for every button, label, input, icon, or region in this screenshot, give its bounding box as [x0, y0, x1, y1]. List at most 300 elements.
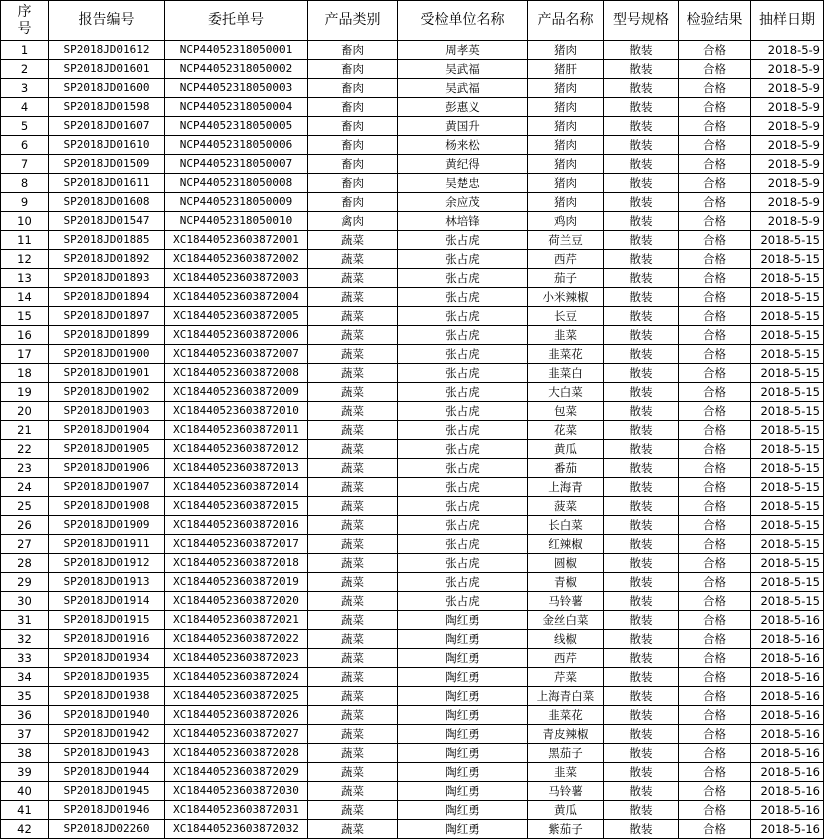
- cell-report-number: SP2018JD01942: [49, 725, 165, 744]
- cell-spec: 散装: [604, 649, 679, 668]
- cell-product-category: 畜肉: [308, 174, 398, 193]
- cell-product-category: 蔬菜: [308, 231, 398, 250]
- cell-spec: 散装: [604, 744, 679, 763]
- cell-inspected-unit: 陶红勇: [398, 744, 528, 763]
- table-row: [1, 820, 824, 839]
- cell-result: 合格: [679, 668, 751, 687]
- cell-product-category: 畜肉: [308, 41, 398, 60]
- header-sample-date: 抽样日期: [751, 1, 824, 41]
- cell-report-number: SP2018JD01916: [49, 630, 165, 649]
- cell-order-number: XC18440523603872001: [165, 231, 308, 250]
- table-row: [1, 117, 824, 136]
- cell-index: 3: [1, 79, 49, 98]
- cell-sample-date: 2018-5-16: [751, 668, 824, 687]
- cell-spec: 散装: [604, 592, 679, 611]
- cell-spec: 散装: [604, 174, 679, 193]
- cell-result: 合格: [679, 763, 751, 782]
- cell-report-number: SP2018JD01915: [49, 611, 165, 630]
- cell-order-number: XC18440523603872023: [165, 649, 308, 668]
- cell-report-number: SP2018JD01885: [49, 231, 165, 250]
- cell-inspected-unit: 张占虎: [398, 288, 528, 307]
- cell-result: 合格: [679, 326, 751, 345]
- cell-inspected-unit: 张占虎: [398, 326, 528, 345]
- cell-index: 17: [1, 345, 49, 364]
- cell-result: 合格: [679, 231, 751, 250]
- cell-index: 9: [1, 193, 49, 212]
- cell-result: 合格: [679, 212, 751, 231]
- cell-product-name: 鸡肉: [528, 212, 604, 231]
- cell-product-name: 长白菜: [528, 516, 604, 535]
- cell-product-name: 上海青白菜: [528, 687, 604, 706]
- cell-index: 27: [1, 535, 49, 554]
- cell-inspected-unit: 张占虎: [398, 421, 528, 440]
- header-index: [1, 1, 49, 41]
- cell-product-name: 金丝白菜: [528, 611, 604, 630]
- cell-order-number: XC18440523603872018: [165, 554, 308, 573]
- cell-report-number: SP2018JD01598: [49, 98, 165, 117]
- cell-sample-date: 2018-5-16: [751, 801, 824, 820]
- cell-report-number: SP2018JD01913: [49, 573, 165, 592]
- cell-inspected-unit: 张占虎: [398, 250, 528, 269]
- cell-product-category: 蔬菜: [308, 459, 398, 478]
- cell-report-number: SP2018JD01899: [49, 326, 165, 345]
- cell-result: 合格: [679, 383, 751, 402]
- cell-product-category: 蔬菜: [308, 345, 398, 364]
- cell-result: 合格: [679, 592, 751, 611]
- cell-product-name: 猪肉: [528, 193, 604, 212]
- table-row: [1, 421, 824, 440]
- cell-result: 合格: [679, 421, 751, 440]
- table-row: [1, 535, 824, 554]
- cell-result: 合格: [679, 364, 751, 383]
- cell-product-name: 青皮辣椒: [528, 725, 604, 744]
- table-row: [1, 231, 824, 250]
- cell-index: 19: [1, 383, 49, 402]
- cell-product-category: 畜肉: [308, 98, 398, 117]
- cell-result: 合格: [679, 630, 751, 649]
- cell-report-number: SP2018JD01610: [49, 136, 165, 155]
- cell-spec: 散装: [604, 573, 679, 592]
- cell-spec: 散装: [604, 155, 679, 174]
- table-row: [1, 573, 824, 592]
- cell-product-category: 蔬菜: [308, 516, 398, 535]
- cell-product-category: 蔬菜: [308, 421, 398, 440]
- cell-report-number: SP2018JD01903: [49, 402, 165, 421]
- cell-report-number: SP2018JD01938: [49, 687, 165, 706]
- cell-product-name: 茄子: [528, 269, 604, 288]
- cell-report-number: SP2018JD01945: [49, 782, 165, 801]
- cell-result: 合格: [679, 706, 751, 725]
- cell-report-number: SP2018JD01907: [49, 478, 165, 497]
- cell-product-name: 韭菜花: [528, 706, 604, 725]
- table-row: [1, 478, 824, 497]
- cell-index: 5: [1, 117, 49, 136]
- cell-product-category: 畜肉: [308, 155, 398, 174]
- cell-report-number: SP2018JD01946: [49, 801, 165, 820]
- cell-order-number: XC18440523603872003: [165, 269, 308, 288]
- cell-inspected-unit: 陶红勇: [398, 649, 528, 668]
- cell-result: 合格: [679, 155, 751, 174]
- cell-report-number: SP2018JD02260: [49, 820, 165, 839]
- cell-result: 合格: [679, 611, 751, 630]
- cell-product-category: 蔬菜: [308, 801, 398, 820]
- cell-result: 合格: [679, 136, 751, 155]
- cell-order-number: NCP44052318050007: [165, 155, 308, 174]
- cell-spec: 散装: [604, 212, 679, 231]
- cell-sample-date: 2018-5-15: [751, 364, 824, 383]
- cell-order-number: NCP44052318050001: [165, 41, 308, 60]
- cell-inspected-unit: 吴楚忠: [398, 174, 528, 193]
- cell-index: 21: [1, 421, 49, 440]
- table-row: [1, 383, 824, 402]
- table-row: [1, 98, 824, 117]
- cell-sample-date: 2018-5-16: [751, 763, 824, 782]
- table-row: [1, 155, 824, 174]
- cell-product-category: 蔬菜: [308, 478, 398, 497]
- cell-result: 合格: [679, 820, 751, 839]
- cell-report-number: SP2018JD01914: [49, 592, 165, 611]
- table-row: [1, 725, 824, 744]
- cell-spec: 散装: [604, 402, 679, 421]
- cell-report-number: SP2018JD01904: [49, 421, 165, 440]
- cell-product-name: 韭菜: [528, 326, 604, 345]
- cell-result: 合格: [679, 573, 751, 592]
- header-inspected-unit: 受检单位名称: [398, 1, 528, 41]
- cell-order-number: NCP44052318050002: [165, 60, 308, 79]
- cell-result: 合格: [679, 649, 751, 668]
- cell-report-number: SP2018JD01911: [49, 535, 165, 554]
- cell-product-name: 猪肉: [528, 174, 604, 193]
- cell-index: 35: [1, 687, 49, 706]
- cell-product-category: 畜肉: [308, 136, 398, 155]
- cell-index: 26: [1, 516, 49, 535]
- cell-sample-date: 2018-5-9: [751, 193, 824, 212]
- table-row: [1, 79, 824, 98]
- cell-sample-date: 2018-5-15: [751, 269, 824, 288]
- cell-index: 36: [1, 706, 49, 725]
- cell-product-category: 蔬菜: [308, 535, 398, 554]
- cell-product-category: 蔬菜: [308, 383, 398, 402]
- cell-spec: 散装: [604, 250, 679, 269]
- cell-inspected-unit: 陶红勇: [398, 668, 528, 687]
- cell-order-number: NCP44052318050009: [165, 193, 308, 212]
- table-row: [1, 649, 824, 668]
- cell-sample-date: 2018-5-15: [751, 250, 824, 269]
- cell-index: 16: [1, 326, 49, 345]
- cell-order-number: XC18440523603872028: [165, 744, 308, 763]
- table-row: [1, 611, 824, 630]
- table-row: [1, 250, 824, 269]
- cell-spec: 散装: [604, 326, 679, 345]
- cell-report-number: SP2018JD01612: [49, 41, 165, 60]
- cell-inspected-unit: 黄国升: [398, 117, 528, 136]
- header-spec: 型号规格: [604, 1, 679, 41]
- cell-sample-date: 2018-5-16: [751, 649, 824, 668]
- cell-sample-date: 2018-5-16: [751, 782, 824, 801]
- cell-spec: 散装: [604, 554, 679, 573]
- cell-order-number: XC18440523603872015: [165, 497, 308, 516]
- cell-report-number: SP2018JD01897: [49, 307, 165, 326]
- cell-index: 14: [1, 288, 49, 307]
- cell-product-name: 花菜: [528, 421, 604, 440]
- cell-product-name: 马铃薯: [528, 782, 604, 801]
- cell-sample-date: 2018-5-16: [751, 725, 824, 744]
- cell-spec: 散装: [604, 41, 679, 60]
- cell-inspected-unit: 陶红勇: [398, 630, 528, 649]
- cell-report-number: SP2018JD01893: [49, 269, 165, 288]
- cell-product-name: 荷兰豆: [528, 231, 604, 250]
- header-result: 检验结果: [679, 1, 751, 41]
- cell-inspected-unit: 陶红勇: [398, 763, 528, 782]
- cell-index: 6: [1, 136, 49, 155]
- cell-sample-date: 2018-5-15: [751, 231, 824, 250]
- cell-order-number: XC18440523603872021: [165, 611, 308, 630]
- cell-sample-date: 2018-5-16: [751, 820, 824, 839]
- cell-inspected-unit: 吴武福: [398, 60, 528, 79]
- cell-inspected-unit: 张占虎: [398, 573, 528, 592]
- cell-report-number: SP2018JD01608: [49, 193, 165, 212]
- cell-index: 39: [1, 763, 49, 782]
- cell-product-category: 畜肉: [308, 79, 398, 98]
- cell-result: 合格: [679, 497, 751, 516]
- table-row: [1, 554, 824, 573]
- cell-sample-date: 2018-5-15: [751, 516, 824, 535]
- cell-product-name: 大白菜: [528, 383, 604, 402]
- cell-product-name: 韭菜花: [528, 345, 604, 364]
- cell-report-number: SP2018JD01509: [49, 155, 165, 174]
- cell-order-number: XC18440523603872012: [165, 440, 308, 459]
- cell-order-number: NCP44052318050006: [165, 136, 308, 155]
- cell-product-category: 蔬菜: [308, 725, 398, 744]
- cell-product-category: 蔬菜: [308, 687, 398, 706]
- cell-result: 合格: [679, 687, 751, 706]
- table-row: [1, 212, 824, 231]
- cell-inspected-unit: 张占虎: [398, 516, 528, 535]
- table-row: [1, 364, 824, 383]
- cell-product-category: 蔬菜: [308, 288, 398, 307]
- cell-product-name: 圆椒: [528, 554, 604, 573]
- table-row: [1, 668, 824, 687]
- cell-inspected-unit: 彭惠义: [398, 98, 528, 117]
- cell-order-number: XC18440523603872029: [165, 763, 308, 782]
- cell-index: 38: [1, 744, 49, 763]
- table-row: [1, 269, 824, 288]
- cell-index: 20: [1, 402, 49, 421]
- cell-sample-date: 2018-5-9: [751, 60, 824, 79]
- header-index-label: 序 号: [17, 3, 32, 37]
- cell-report-number: SP2018JD01892: [49, 250, 165, 269]
- cell-inspected-unit: 张占虎: [398, 231, 528, 250]
- table-row: [1, 402, 824, 421]
- cell-sample-date: 2018-5-15: [751, 402, 824, 421]
- table-row: [1, 459, 824, 478]
- table-row: [1, 440, 824, 459]
- cell-index: 29: [1, 573, 49, 592]
- cell-spec: 散装: [604, 193, 679, 212]
- cell-order-number: NCP44052318050005: [165, 117, 308, 136]
- cell-inspected-unit: 张占虎: [398, 459, 528, 478]
- cell-inspected-unit: 陶红勇: [398, 706, 528, 725]
- cell-product-name: 韭菜白: [528, 364, 604, 383]
- cell-product-name: 包菜: [528, 402, 604, 421]
- cell-sample-date: 2018-5-16: [751, 744, 824, 763]
- cell-result: 合格: [679, 459, 751, 478]
- table-row: [1, 516, 824, 535]
- cell-sample-date: 2018-5-15: [751, 592, 824, 611]
- cell-result: 合格: [679, 516, 751, 535]
- cell-product-name: 红辣椒: [528, 535, 604, 554]
- cell-index: 22: [1, 440, 49, 459]
- table-row: [1, 744, 824, 763]
- cell-report-number: SP2018JD01943: [49, 744, 165, 763]
- cell-product-category: 蔬菜: [308, 668, 398, 687]
- cell-report-number: SP2018JD01906: [49, 459, 165, 478]
- cell-spec: 散装: [604, 535, 679, 554]
- cell-sample-date: 2018-5-15: [751, 288, 824, 307]
- cell-report-number: SP2018JD01607: [49, 117, 165, 136]
- cell-inspected-unit: 黄纪得: [398, 155, 528, 174]
- cell-product-category: 蔬菜: [308, 269, 398, 288]
- cell-order-number: XC18440523603872007: [165, 345, 308, 364]
- cell-product-name: 小米辣椒: [528, 288, 604, 307]
- table-row: [1, 497, 824, 516]
- cell-spec: 散装: [604, 630, 679, 649]
- cell-inspected-unit: 陶红勇: [398, 725, 528, 744]
- table-row: [1, 687, 824, 706]
- header-product-category: 产品类别: [308, 1, 398, 41]
- cell-product-name: 韭菜: [528, 763, 604, 782]
- cell-inspected-unit: 张占虎: [398, 402, 528, 421]
- header-row: [1, 1, 824, 41]
- cell-order-number: NCP44052318050010: [165, 212, 308, 231]
- cell-spec: 散装: [604, 136, 679, 155]
- table-row: [1, 706, 824, 725]
- cell-index: 24: [1, 478, 49, 497]
- cell-index: 40: [1, 782, 49, 801]
- cell-order-number: XC18440523603872025: [165, 687, 308, 706]
- cell-product-category: 蔬菜: [308, 649, 398, 668]
- cell-sample-date: 2018-5-9: [751, 212, 824, 231]
- cell-spec: 散装: [604, 79, 679, 98]
- cell-product-category: 畜肉: [308, 193, 398, 212]
- cell-inspected-unit: 张占虎: [398, 364, 528, 383]
- cell-spec: 散装: [604, 440, 679, 459]
- cell-report-number: SP2018JD01909: [49, 516, 165, 535]
- cell-product-name: 芹菜: [528, 668, 604, 687]
- cell-inspected-unit: 张占虎: [398, 592, 528, 611]
- cell-inspected-unit: 陶红勇: [398, 687, 528, 706]
- cell-sample-date: 2018-5-15: [751, 535, 824, 554]
- cell-spec: 散装: [604, 231, 679, 250]
- cell-index: 42: [1, 820, 49, 839]
- cell-inspected-unit: 张占虎: [398, 307, 528, 326]
- cell-index: 18: [1, 364, 49, 383]
- cell-inspected-unit: 林培锋: [398, 212, 528, 231]
- cell-spec: 散装: [604, 307, 679, 326]
- cell-spec: 散装: [604, 288, 679, 307]
- header-order-number: 委托单号: [165, 1, 308, 41]
- cell-product-name: 西芹: [528, 250, 604, 269]
- cell-product-category: 蔬菜: [308, 307, 398, 326]
- table-row: [1, 41, 824, 60]
- cell-report-number: SP2018JD01902: [49, 383, 165, 402]
- cell-sample-date: 2018-5-15: [751, 307, 824, 326]
- cell-product-name: 上海青: [528, 478, 604, 497]
- cell-index: 33: [1, 649, 49, 668]
- cell-order-number: XC18440523603872030: [165, 782, 308, 801]
- cell-product-category: 蔬菜: [308, 402, 398, 421]
- cell-report-number: SP2018JD01940: [49, 706, 165, 725]
- cell-index: 25: [1, 497, 49, 516]
- cell-sample-date: 2018-5-15: [751, 497, 824, 516]
- cell-result: 合格: [679, 269, 751, 288]
- cell-order-number: XC18440523603872022: [165, 630, 308, 649]
- cell-report-number: SP2018JD01905: [49, 440, 165, 459]
- cell-order-number: XC18440523603872017: [165, 535, 308, 554]
- cell-product-category: 蔬菜: [308, 573, 398, 592]
- cell-order-number: NCP44052318050008: [165, 174, 308, 193]
- cell-order-number: XC18440523603872013: [165, 459, 308, 478]
- cell-inspected-unit: 张占虎: [398, 497, 528, 516]
- cell-result: 合格: [679, 307, 751, 326]
- cell-index: 13: [1, 269, 49, 288]
- cell-spec: 散装: [604, 801, 679, 820]
- cell-order-number: XC18440523603872027: [165, 725, 308, 744]
- cell-index: 10: [1, 212, 49, 231]
- cell-report-number: SP2018JD01601: [49, 60, 165, 79]
- cell-order-number: XC18440523603872031: [165, 801, 308, 820]
- cell-product-name: 长豆: [528, 307, 604, 326]
- cell-spec: 散装: [604, 383, 679, 402]
- table-row: [1, 763, 824, 782]
- cell-product-category: 蔬菜: [308, 554, 398, 573]
- cell-result: 合格: [679, 60, 751, 79]
- cell-spec: 散装: [604, 611, 679, 630]
- table-row: [1, 592, 824, 611]
- cell-product-name: 猪肉: [528, 117, 604, 136]
- cell-inspected-unit: 陶红勇: [398, 611, 528, 630]
- cell-report-number: SP2018JD01912: [49, 554, 165, 573]
- cell-sample-date: 2018-5-9: [751, 136, 824, 155]
- cell-index: 11: [1, 231, 49, 250]
- header-product-name: 产品名称: [528, 1, 604, 41]
- cell-product-category: 蔬菜: [308, 820, 398, 839]
- table-row: [1, 174, 824, 193]
- cell-index: 32: [1, 630, 49, 649]
- cell-index: 31: [1, 611, 49, 630]
- cell-product-name: 黑茄子: [528, 744, 604, 763]
- table-row: [1, 60, 824, 79]
- cell-sample-date: 2018-5-15: [751, 383, 824, 402]
- cell-order-number: XC18440523603872005: [165, 307, 308, 326]
- cell-inspected-unit: 陶红勇: [398, 820, 528, 839]
- cell-spec: 散装: [604, 763, 679, 782]
- cell-inspected-unit: 张占虎: [398, 440, 528, 459]
- cell-result: 合格: [679, 79, 751, 98]
- cell-order-number: XC18440523603872008: [165, 364, 308, 383]
- cell-index: 4: [1, 98, 49, 117]
- cell-sample-date: 2018-5-15: [751, 554, 824, 573]
- cell-sample-date: 2018-5-9: [751, 117, 824, 136]
- cell-product-category: 蔬菜: [308, 364, 398, 383]
- cell-product-name: 青椒: [528, 573, 604, 592]
- cell-inspected-unit: 周孝英: [398, 41, 528, 60]
- cell-product-category: 禽肉: [308, 212, 398, 231]
- cell-spec: 散装: [604, 345, 679, 364]
- cell-order-number: XC18440523603872004: [165, 288, 308, 307]
- cell-spec: 散装: [604, 725, 679, 744]
- cell-report-number: SP2018JD01600: [49, 79, 165, 98]
